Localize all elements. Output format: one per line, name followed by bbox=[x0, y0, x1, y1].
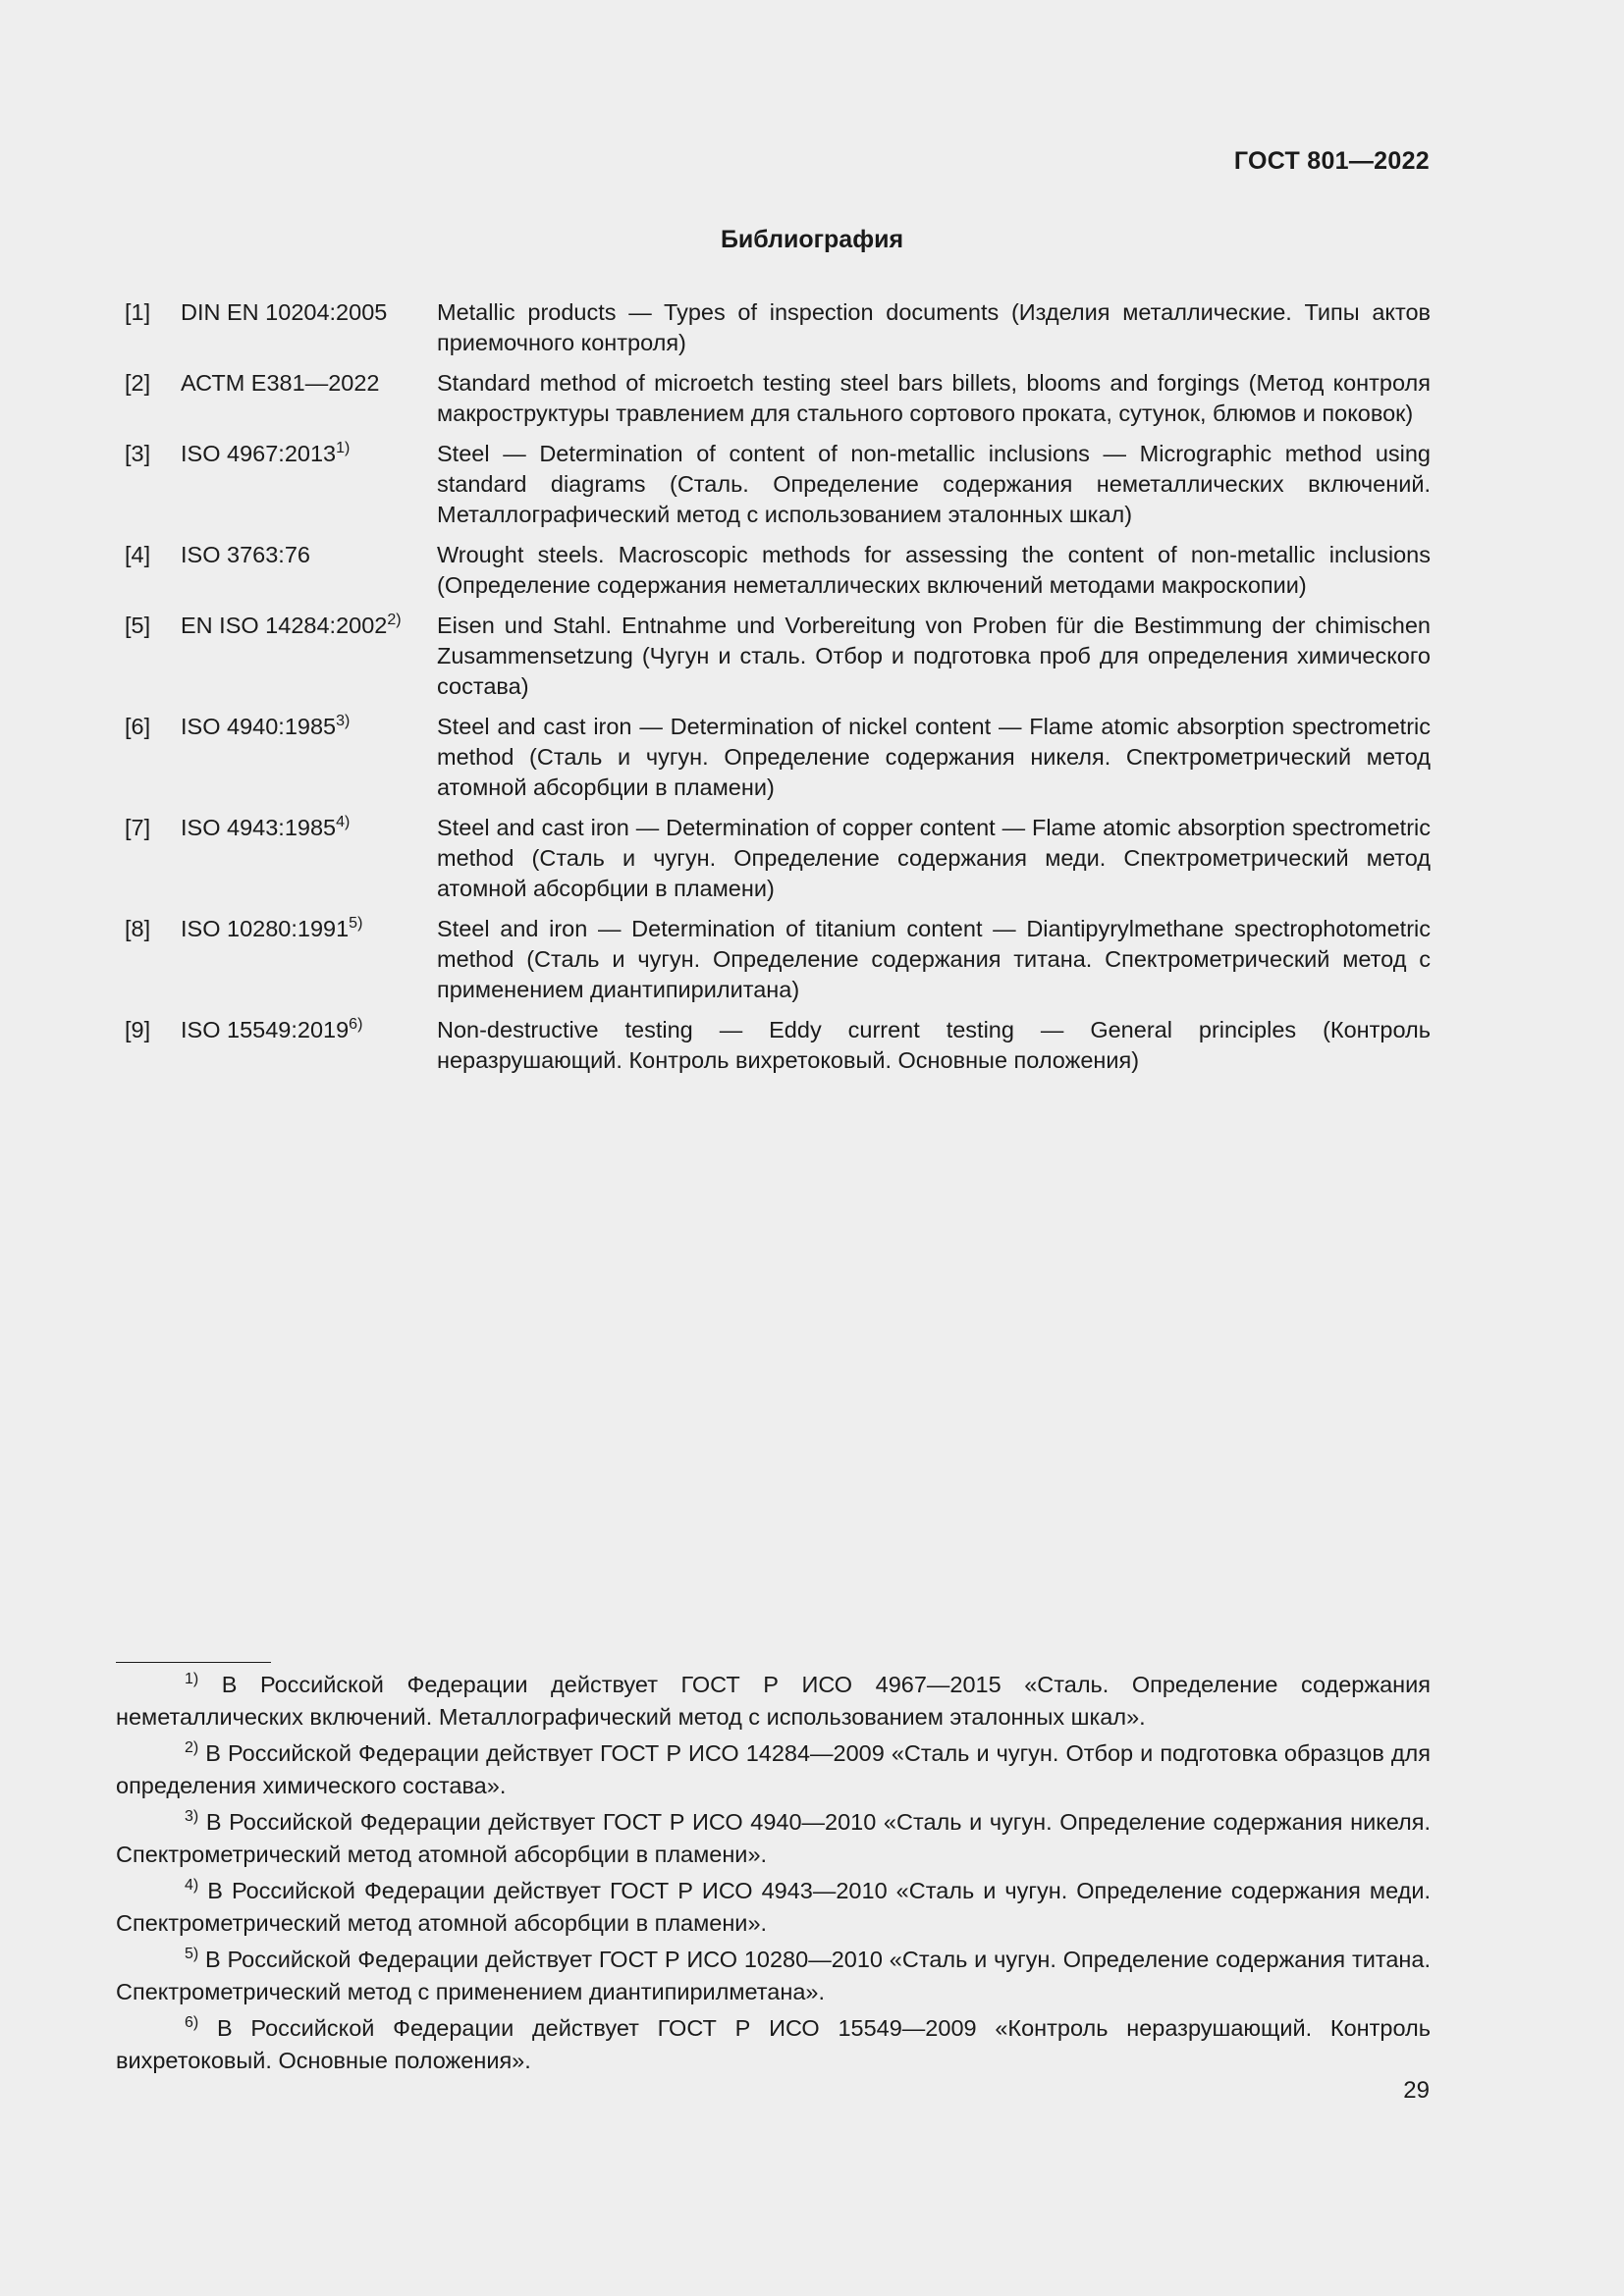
entry-number: [2] bbox=[125, 370, 151, 396]
footnote bbox=[116, 1806, 1431, 1871]
entry-standard-code: АСТМ Е381—2022 bbox=[181, 370, 380, 396]
entry-number: [6] bbox=[125, 714, 151, 739]
footnote bbox=[116, 1737, 1431, 1802]
entry-number: [7] bbox=[125, 815, 151, 840]
bibliography-entry bbox=[125, 611, 1431, 702]
footnote-text: В Российской Федерации действует ГОСТ Р ИСО 10280—2010 «Сталь и чугун. Определение содержания титана. Спектрометрический метод с применением диантипирилметана». bbox=[116, 1947, 1431, 2004]
footnote-marker: 6) bbox=[349, 1016, 363, 1033]
entry-number: [3] bbox=[125, 441, 151, 466]
footnote bbox=[116, 1875, 1431, 1940]
bibliography-entry bbox=[125, 914, 1431, 1005]
footnote-marker: 3) bbox=[336, 713, 351, 729]
footnote-text: В Российской Федерации действует ГОСТ Р ИСО 15549—2009 «Контроль неразрушающий. Контроль вихретоковый. Основные положения». bbox=[116, 2015, 1432, 2073]
footnote-marker: 5) bbox=[349, 915, 363, 932]
entry-standard-code: ISO 15549:2019$^{6)}$ bbox=[181, 1016, 363, 1042]
entry-description: Steel and cast iron — Determination of copper content — Flame atomic absorption spectrometric method (Сталь и чугун. Определение содержания меди. Спектрометрический метод атомной абсорбции в пламени) bbox=[437, 815, 1431, 901]
entry-standard-code: ISO 3763:76 bbox=[181, 542, 310, 567]
footnote-marker: 2) bbox=[387, 612, 402, 628]
entry-description: Steel and iron — Determination of titanium content — Diantipyrylmethane spectrophotometric method (Сталь и чугун. Определение содержания титана. Спектрометрический метод с применением диантипирилитана) bbox=[437, 916, 1431, 1002]
entry-number: [9] bbox=[125, 1017, 151, 1042]
page-number: 29 bbox=[1403, 2077, 1430, 2104]
footnote-text: В Российской Федерации действует ГОСТ Р ИСО 4940—2010 «Сталь и чугун. Определение содержания никеля. Спектрометрический метод атомной абсорбции в пламени». bbox=[116, 1809, 1431, 1867]
bibliography-entry bbox=[125, 712, 1431, 803]
page-title: Библиография bbox=[720, 226, 904, 253]
entry-description: Steel — Determination of content of non-metallic inclusions — Micrographic method using standard diagrams (Сталь. Определение содержания неметаллических включений. Металлографический метод с использованием эталонных шкал) bbox=[437, 441, 1431, 527]
entry-number: [4] bbox=[125, 542, 151, 567]
footnote-marker: 1) bbox=[336, 440, 351, 456]
entry-standard-code: ISO 4967:2013$^{1)}$ bbox=[181, 440, 351, 466]
footnote-mark: 1) bbox=[185, 1671, 199, 1687]
entry-description: Wrought steels. Macroscopic methods for assessing the content of non-metallic inclusions (Определение содержания неметаллических включений методами макроскопии) bbox=[437, 542, 1431, 598]
bibliography-entry bbox=[125, 813, 1431, 904]
footnote-text: В Российской Федерации действует ГОСТ Р ИСО 14284—2009 «Сталь и чугун. Отбор и подготовка образцов для определения химического состава». bbox=[116, 1740, 1431, 1798]
bibliography-entry bbox=[125, 1015, 1431, 1076]
footnote bbox=[116, 2012, 1431, 2077]
footnote-mark: 4) bbox=[185, 1877, 199, 1894]
footnotes bbox=[116, 1669, 1431, 2081]
footnote-text: В Российской Федерации действует ГОСТ Р ИСО 4943—2010 «Сталь и чугун. Определение содержания меди. Спектрометрический метод атомной абсорбции в пламени». bbox=[116, 1878, 1431, 1936]
entry-standard-code: DIN EN 10204:2005 bbox=[181, 299, 388, 325]
bibliography-entry bbox=[125, 297, 1431, 358]
footnote-separator bbox=[116, 1662, 271, 1663]
entry-description: Steel and cast iron — Determination of nickel content — Flame atomic absorption spectrometric method (Сталь и чугун. Определение содержания никеля. Спектрометрический метод атомной абсорбции в пламени) bbox=[437, 714, 1431, 800]
footnote-mark: 5) bbox=[185, 1946, 199, 1962]
bibliography-entry bbox=[125, 439, 1431, 530]
footnote-marker: 4) bbox=[336, 814, 351, 830]
footnote-mark: 3) bbox=[185, 1808, 199, 1825]
entry-number: [1] bbox=[125, 299, 151, 325]
footnote bbox=[116, 1669, 1431, 1734]
entry-number: [8] bbox=[125, 916, 151, 941]
bibliography-list bbox=[125, 297, 1431, 1086]
entry-description: Metallic products — Types of inspection documents (Изделия металлические. Типы актов приемочного контроля) bbox=[437, 299, 1431, 355]
entry-description: Eisen und Stahl. Entnahme und Vorbereitung von Proben für die Bestimmung der chimischen Zusammensetzung (Чугун и сталь. Отбор и подготовка проб для определения химического состава) bbox=[437, 613, 1431, 699]
footnote-mark: 2) bbox=[185, 1739, 199, 1756]
entry-description: Standard method of microetch testing steel bars billets, blooms and forgings (Метод контроля макроструктуры травлением для стального сортового проката, сутунок, блюмов и поковок) bbox=[437, 370, 1431, 426]
footnote-text: В Российской Федерации действует ГОСТ Р ИСО 4967—2015 «Сталь. Определение содержания неметаллических включений. Металлографический метод с использованием эталонных шкал». bbox=[116, 1672, 1431, 1730]
entry-standard-code: EN ISO 14284:2002$^{2)}$ bbox=[181, 612, 402, 638]
footnote-mark: 6) bbox=[185, 2014, 199, 2031]
bibliography-entry bbox=[125, 368, 1431, 429]
entry-standard-code: ISO 4943:1985$^{4)}$ bbox=[181, 814, 351, 840]
footnote bbox=[116, 1944, 1431, 2008]
entry-standard-code: ISO 4940:1985$^{3)}$ bbox=[181, 713, 351, 739]
entry-number: [5] bbox=[125, 613, 151, 638]
entry-description: Non-destructive testing — Eddy current testing — General principles (Контроль неразрушающий. Контроль вихретоковый. Основные положения) bbox=[437, 1017, 1431, 1073]
document-code: ГОСТ 801—2022 bbox=[1233, 147, 1430, 175]
bibliography-entry bbox=[125, 540, 1431, 601]
entry-standard-code: ISO 10280:1991$^{5)}$ bbox=[181, 915, 363, 941]
